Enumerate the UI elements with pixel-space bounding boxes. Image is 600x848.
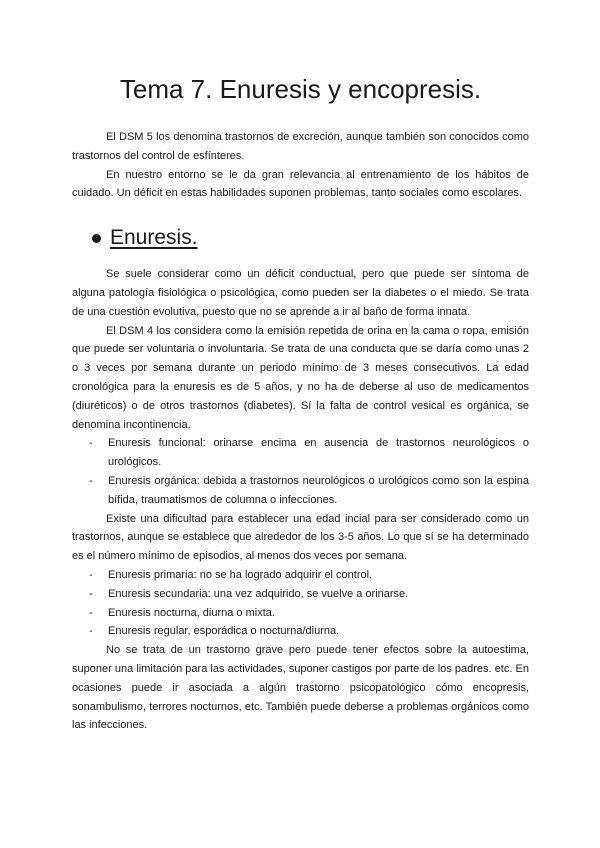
dash-icon: - — [89, 437, 93, 450]
page-title: Tema 7. Enuresis y encopresis. — [119, 74, 482, 104]
list-item: - Enuresis secundaria: una vez adquirido, se vuelve a orinarse. — [89, 585, 529, 604]
list-item: - Enuresis orgánica: debida a trastornos neurológicos o urológicos como son la espina bífida, traumatismos de columna o infecciones. — [89, 472, 529, 510]
dash-icon: - — [89, 474, 93, 487]
list-item: - Enuresis regular, esporádica o nocturna/diurna. — [89, 622, 529, 641]
bullet-icon — [92, 234, 101, 243]
types-list — [72, 434, 529, 509]
dash-icon: - — [89, 587, 93, 600]
intro-paragraph-1: El DSM 5 los denomina trastornos de excreción, aunque también son conocidos como trastornos del control de esfínteres. — [72, 131, 529, 162]
list-item: - Enuresis primaria: no se ha logrado adquirir el control. — [89, 566, 529, 585]
dash-icon: - — [89, 568, 93, 581]
list-item: - Enuresis funcional: orinarse encima en ausencia de trastornos neurológicos o urológicos. — [89, 434, 529, 472]
intro-paragraph-2: En nuestro entorno se le da gran relevancia al entrenamiento de los hábitos de cuidado. Un déficit en estas habilidades suponen problemas, tanto sociales como escolares. — [72, 168, 529, 200]
dash-icon: - — [89, 606, 93, 619]
list-item: - Enuresis nocturna, diurna o mixta. — [89, 604, 529, 623]
classification-list — [72, 566, 529, 641]
paragraph-3: Existe una dificultad para establecer una edad incial para ser considerado como un trastornos, aunque se establece que alrededor de los 3-5 años. Lo que sí se ha determinado es el número mínimo de episodios, al menos dos veces por semana. — [72, 512, 529, 563]
paragraph-4: No se trata de un trastorno grave pero puede tener efectos sobre la autoestima, suponer una limitación para las actividades, suponer castigos por parte de los padres. etc. En ocasiones puede ir asociada a algún trastorno psicopatológico cómo encopresis, sonambulismo, terrores nocturnos, etc. También puede deberse a problemas orgánicos como las infecciones. — [72, 644, 529, 732]
dash-icon: - — [89, 625, 93, 638]
section-heading-label: Enuresis. — [110, 226, 198, 250]
section-heading — [92, 223, 529, 253]
paragraph-2: El DSM 4 los considera como la emisión repetida de orina en la cama o ropa, emisión que puede ser voluntaria o involuntaria. Se trata de una conducta que se daría como unas 2 o 3 veces por semana durante un periodo mínimo de 3 meses consecutivos. La edad cronológica para la enuresis es de 5 años, y no ha de deberse al uso de medicamentos (diuréticos) o de otros trastornos (diabetes). Sí la falta de control vesical es orgánica, se denomina incontinencia. — [72, 324, 529, 431]
intro-block — [72, 128, 529, 203]
paragraph-1: Se suele considerar como un déficit conductual, pero que puede ser síntoma de alguna patología fisiológica o psicológica, como pueden ser la diabetes o el miedo. Se trata de una cuestión evolutiva, puesto que no se aprende a ir al baño de forma innata. — [72, 268, 529, 318]
